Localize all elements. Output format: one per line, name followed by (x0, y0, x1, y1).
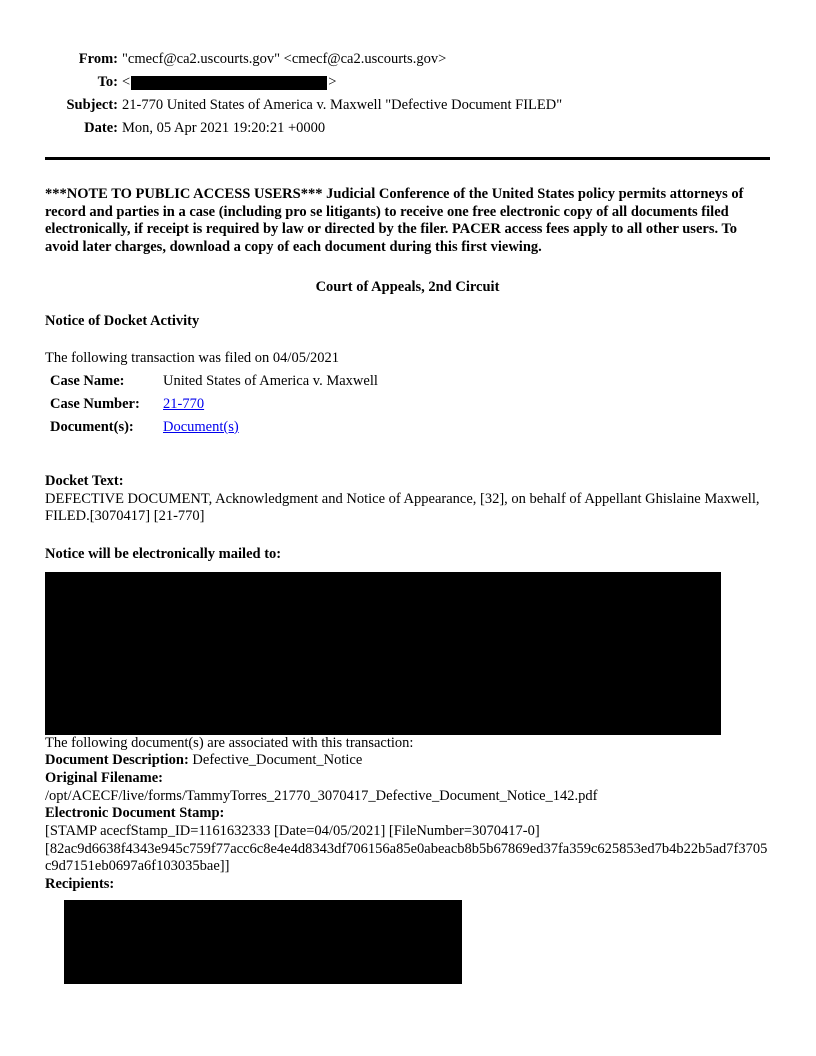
notice-of-docket-activity-heading: Notice of Docket Activity (45, 313, 200, 330)
original-filename-value: /opt/ACECF/live/forms/TammyTorres_21770_3070417_Defective_Document_Notice_142.pdf (45, 787, 598, 804)
documents-link[interactable]: Document(s) (163, 418, 239, 435)
mailed-to-heading: Notice will be electronically mailed to: (45, 545, 282, 562)
header-row-date (45, 117, 770, 140)
to-label: To: (97, 74, 118, 90)
table-row-case-name (50, 370, 770, 393)
public-access-note: ***NOTE TO PUBLIC ACCESS USERS*** Judicial Conference of the United States policy permits attorneys of record and parties in a case (including pro se litigants) to receive one free electronic copy of all documents filed electronically, if receipt is required by law or directed by the filer. PACER access fees apply to all other users. To avoid later charges, download a copy of each document during this first viewing. (45, 186, 744, 256)
associated-documents-section (45, 735, 770, 894)
from-value: "cmecf@ca2.uscourts.gov" <cmecf@ca2.uscourts.gov> (122, 51, 447, 67)
header-divider (45, 157, 770, 160)
case-name-value: United States of America v. Maxwell (163, 372, 378, 389)
from-label: From: (78, 51, 118, 67)
date-label: Date: (84, 120, 118, 136)
table-row-documents (50, 416, 770, 439)
email-headers (45, 48, 770, 140)
docket-text-label: Docket Text: (45, 472, 124, 489)
redacted-mailed-recipients-block (45, 572, 721, 735)
case-info-table (50, 370, 770, 439)
document-description-label: Document Description: (45, 752, 189, 769)
to-prefix: < (122, 74, 131, 90)
header-row-subject (45, 94, 770, 117)
document-description-value: Defective_Document_Notice (192, 752, 363, 769)
docket-text: DEFECTIVE DOCUMENT, Acknowledgment and Notice of Appearance, [32], on behalf of Appellant Ghislaine Maxwell, FILED.[3070417] [21-770] (45, 490, 760, 525)
subject-value: 21-770 United States of America v. Maxwell "Defective Document FILED" (122, 97, 563, 113)
header-row-from (45, 48, 770, 71)
associated-line: The following document(s) are associated with this transaction: (45, 734, 414, 751)
table-row-case-number (50, 393, 770, 416)
stamp-line-1: [STAMP acecfStamp_ID=1161632333 [Date=04/05/2021] [FileNumber=3070417-0] (45, 823, 540, 839)
redacted-recipients-block (64, 900, 462, 984)
document-description-line (45, 752, 770, 770)
electronic-document-stamp-label: Electronic Document Stamp: (45, 805, 225, 822)
case-number-label: Case Number: (50, 395, 140, 412)
header-row-to (45, 71, 770, 94)
to-suffix: > (328, 74, 337, 90)
recipients-label: Recipients: (45, 876, 115, 893)
transaction-filed-line: The following transaction was filed on 04/05/2021 (45, 350, 339, 367)
redacted-to-address (131, 76, 327, 90)
subject-label: Subject: (66, 97, 118, 113)
documents-label: Document(s): (50, 418, 134, 435)
court-title: Court of Appeals, 2nd Circuit (315, 278, 500, 295)
to-value (122, 71, 770, 94)
original-filename-label: Original Filename: (45, 769, 163, 786)
case-number-link[interactable]: 21-770 (163, 395, 205, 412)
date-value: Mon, 05 Apr 2021 19:20:21 +0000 (122, 120, 326, 136)
case-name-label: Case Name: (50, 372, 125, 389)
stamp-line-2: [82ac9d6638f4343e945c759f77acc6c8e4e4d8343df706156a85e0abeacb8b5b67869ed37fa359c625853ed7b4b22b5ad7f3705c9d7151eb0697a6f103035bae]] (45, 840, 768, 875)
